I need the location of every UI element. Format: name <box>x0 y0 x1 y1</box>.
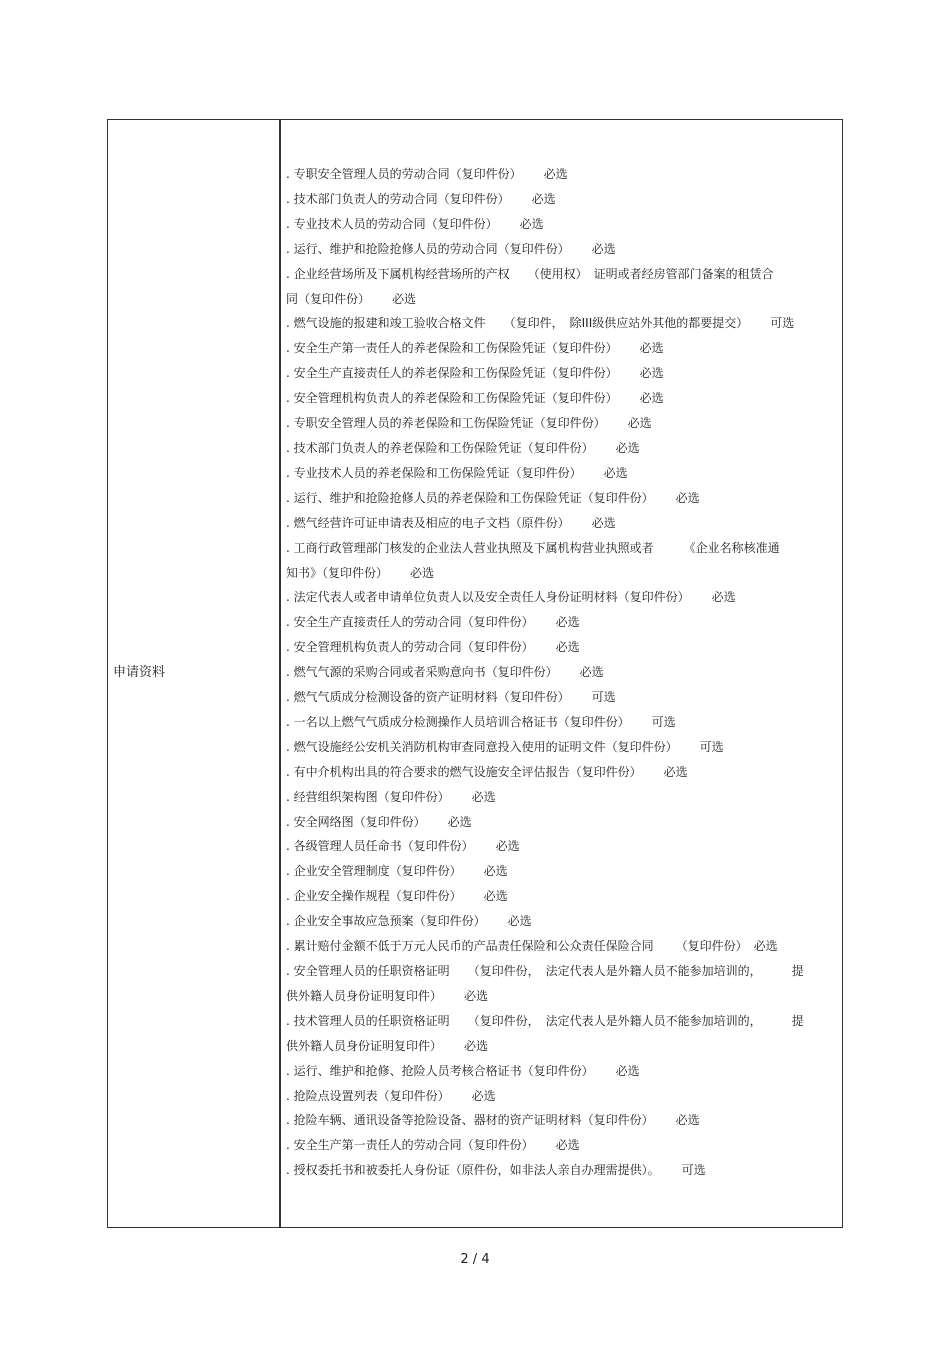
item-text: . 企业安全操作规程（复印件份） <box>286 889 462 904</box>
list-item-line <box>286 1059 836 1084</box>
list-item-line <box>286 834 836 859</box>
item-status: 必选 <box>603 465 628 480</box>
list-item-line <box>286 237 836 262</box>
item-status: 必选 <box>555 615 580 630</box>
item-text: . 燃气气质成分检测设备的资产证明材料（复印件份） <box>286 690 570 705</box>
item-status: 必选 <box>615 440 640 455</box>
list-item-line <box>286 411 836 436</box>
list-item-line <box>286 1034 836 1059</box>
item-text: . 燃气经营许可证申请表及相应的电子文档（原件份） <box>286 515 570 530</box>
item-text: . 累计赔付金额不低于万元人民币的产品责任保险和公众责任保险合同 <box>286 939 654 954</box>
list-item-line <box>286 959 836 984</box>
item-text: . 安全管理机构负责人的养老保险和工伤保险凭证（复印件份） <box>286 391 618 406</box>
list-item <box>286 336 836 361</box>
item-status: 必选 <box>464 988 489 1003</box>
item-text: . 技术管理人员的任职资格证明 （复印件份， 法定代表人是外籍人员不能参加培训的， 提 <box>286 1013 804 1028</box>
item-text: . 抢险点设置列表（复印件份） <box>286 1088 450 1103</box>
list-item <box>286 1009 836 1059</box>
item-text: . 企业经营场所及下属机构经营场所的产权 （使用权） 证明或者经房管部门备案的租赁合 <box>286 266 774 281</box>
item-status: 必选 <box>464 1038 489 1053</box>
list-item <box>286 461 836 486</box>
item-status: 必选 <box>519 216 544 231</box>
list-item-line <box>286 336 836 361</box>
item-text: . 安全生产第一责任人的劳动合同（复印件份） <box>286 1138 534 1153</box>
item-text: . 一名以上燃气气质成分检测操作人员培训合格证书（复印件份） <box>286 714 630 729</box>
item-status: 必选 <box>675 1113 700 1128</box>
item-status: 必选 <box>639 366 664 381</box>
item-text: . 燃气设施的报建和竣工验收合格文件 （复印件， 除III级供应站外其他的都要提交） <box>286 316 749 331</box>
item-text: . 法定代表人或者申请单位负责人以及安全责任人身份证明材料（复印件份） <box>286 590 690 605</box>
item-text: 知书》（复印件份） <box>286 565 389 580</box>
item-status: 必选 <box>483 864 508 879</box>
list-item-line <box>286 511 836 536</box>
item-text: 供外籍人员身份证明复印件） <box>286 1038 443 1053</box>
list-item <box>286 311 836 336</box>
list-item-line <box>286 585 836 610</box>
item-status: 必选 <box>675 490 700 505</box>
item-text: . 燃气气源的采购合同或者采购意向书（复印件份） <box>286 665 558 680</box>
item-text: . 专业技术人员的劳动合同（复印件份） <box>286 216 498 231</box>
list-item <box>286 760 836 785</box>
item-status: 可选 <box>699 739 724 754</box>
list-item-line <box>286 735 836 760</box>
list-item <box>286 511 836 536</box>
list-item-line <box>286 1133 836 1158</box>
list-item-line <box>286 436 836 461</box>
list-item-line <box>286 1108 836 1133</box>
list-item <box>286 1108 836 1133</box>
section-label: 申请资料 <box>113 665 166 680</box>
item-status: 必选 <box>495 839 520 854</box>
item-text: . 授权委托书和被委托人身份证（原件份，如非法人亲自办理需提供）。 <box>286 1163 660 1178</box>
list-item-line <box>286 984 836 1009</box>
list-item <box>286 685 836 710</box>
item-status: 必选 <box>615 1063 640 1078</box>
list-item <box>286 1084 836 1109</box>
item-text: . 安全管理机构负责人的劳动合同（复印件份） <box>286 640 534 655</box>
item-text: . 安全生产直接责任人的劳动合同（复印件份） <box>286 615 534 630</box>
list-item-line <box>286 1084 836 1109</box>
item-status: 必选 <box>591 241 616 256</box>
list-item <box>286 1133 836 1158</box>
item-text: . 技术部门负责人的养老保险和工伤保险凭证（复印件份） <box>286 440 594 455</box>
list-item <box>286 909 836 934</box>
list-item <box>286 1059 836 1084</box>
item-status: 必选 <box>639 391 664 406</box>
list-item-line <box>286 486 836 511</box>
list-item-line <box>286 934 836 959</box>
item-text: 同（复印件份） <box>286 291 371 306</box>
list-item-line <box>286 710 836 735</box>
list-item-line <box>286 859 836 884</box>
list-item <box>286 262 836 312</box>
item-text: . 技术部门负责人的劳动合同（复印件份） <box>286 191 510 206</box>
list-item <box>286 660 836 685</box>
item-status: 必选 <box>555 640 580 655</box>
item-text: . 有中介机构出具的符合要求的燃气设施安全评估报告（复印件份） <box>286 764 642 779</box>
item-text: . 运行、维护和抢险抢修人员的劳动合同（复印件份） <box>286 241 570 256</box>
item-text: 供外籍人员身份证明复印件） <box>286 988 443 1003</box>
item-status: 可选 <box>681 1163 706 1178</box>
item-text: . 安全网络图（复印件份） <box>286 814 426 829</box>
item-status: 必选 <box>711 590 736 605</box>
item-text: . 企业安全事故应急预案（复印件份） <box>286 914 486 929</box>
list-item <box>286 187 836 212</box>
list-item-line <box>286 361 836 386</box>
list-item <box>286 710 836 735</box>
item-text: . 运行、维护和抢险抢修人员的养老保险和工伤保险凭证（复印件份） <box>286 490 654 505</box>
list-item <box>286 959 836 1009</box>
item-text: . 安全管理人员的任职资格证明 （复印件份， 法定代表人是外籍人员不能参加培训的， 提 <box>286 964 804 978</box>
list-item <box>286 810 836 835</box>
list-item <box>286 785 836 810</box>
item-status: 必选 <box>471 789 496 804</box>
item-text: . 燃气设施经公安机关消防机构审查同意投入使用的证明文件（复印件份） <box>286 739 678 754</box>
item-text: . 工商行政管理部门核发的企业法人营业执照及下属机构营业执照或者 《企业名称核准通 <box>286 540 780 555</box>
list-item-line <box>286 461 836 486</box>
list-item <box>286 436 836 461</box>
list-item <box>286 735 836 760</box>
list-item-line <box>286 536 836 561</box>
item-status: 必选 <box>392 291 417 306</box>
list-item-line <box>286 311 836 336</box>
list-item <box>286 361 836 386</box>
list-item <box>286 884 836 909</box>
item-status: 必选 <box>663 764 688 779</box>
list-item-line <box>286 561 836 586</box>
item-text: . 抢险车辆、通讯设备等抢险设备、器材的资产证明材料（复印件份） <box>286 1113 654 1128</box>
page-number: 2 / 4 <box>460 1252 490 1267</box>
item-text: . 专业技术人员的养老保险和工伤保险凭证（复印件份） <box>286 465 582 480</box>
list-item-line <box>286 660 836 685</box>
list-item <box>286 635 836 660</box>
list-item <box>286 386 836 411</box>
item-status: 必选 <box>579 665 604 680</box>
item-status: 必选 <box>531 191 556 206</box>
list-item-line <box>286 386 836 411</box>
list-item-line <box>286 685 836 710</box>
list-item <box>286 1158 836 1183</box>
item-text: . 经营组织架构图（复印件份） <box>286 789 450 804</box>
item-status: 必选 <box>627 416 652 431</box>
list-item-line <box>286 287 836 312</box>
item-status: 必选 <box>410 565 435 580</box>
list-item-line <box>286 1158 836 1183</box>
item-text: . 运行、维护和抢修、抢险人员考核合格证书（复印件份） <box>286 1063 594 1078</box>
item-status: 必选 <box>483 889 508 904</box>
list-item-line <box>286 810 836 835</box>
list-item-line <box>286 187 836 212</box>
list-item <box>286 859 836 884</box>
list-item <box>286 237 836 262</box>
list-item <box>286 536 836 586</box>
item-text: . 专职安全管理人员的养老保险和工伤保险凭证（复印件份） <box>286 416 606 431</box>
list-item <box>286 212 836 237</box>
list-item <box>286 162 836 187</box>
list-item <box>286 411 836 436</box>
item-status: 必选 <box>591 515 616 530</box>
item-status: 可选 <box>651 714 676 729</box>
list-item-line <box>286 610 836 635</box>
list-item-line <box>286 884 836 909</box>
item-status: 可选 <box>770 316 795 331</box>
list-item <box>286 610 836 635</box>
list-item-line <box>286 785 836 810</box>
list-item-line <box>286 262 836 287</box>
item-status: 必选 <box>447 814 472 829</box>
list-item <box>286 934 836 959</box>
item-status: 可选 <box>591 690 616 705</box>
column-divider <box>279 119 281 1228</box>
list-item-line <box>286 760 836 785</box>
item-text: . 安全生产第一责任人的养老保险和工伤保险凭证（复印件份） <box>286 341 618 356</box>
list-item <box>286 585 836 610</box>
list-item <box>286 834 836 859</box>
item-status: 必选 <box>471 1088 496 1103</box>
list-item-line <box>286 635 836 660</box>
item-status: （复印件份） 必选 <box>675 939 778 954</box>
materials-list <box>286 162 836 1183</box>
item-status: 必选 <box>555 1138 580 1153</box>
item-text: . 企业安全管理制度（复印件份） <box>286 864 462 879</box>
item-status: 必选 <box>639 341 664 356</box>
item-text: . 各级管理人员任命书（复印件份） <box>286 839 474 854</box>
list-item-line <box>286 1009 836 1034</box>
item-status: 必选 <box>543 167 568 181</box>
list-item-line <box>286 162 836 187</box>
list-item <box>286 486 836 511</box>
item-status: 必选 <box>507 914 532 929</box>
list-item-line <box>286 909 836 934</box>
list-item-line <box>286 212 836 237</box>
item-text: . 安全生产直接责任人的养老保险和工伤保险凭证（复印件份） <box>286 366 618 381</box>
item-text: . 专职安全管理人员的劳动合同（复印件份） <box>286 167 522 181</box>
